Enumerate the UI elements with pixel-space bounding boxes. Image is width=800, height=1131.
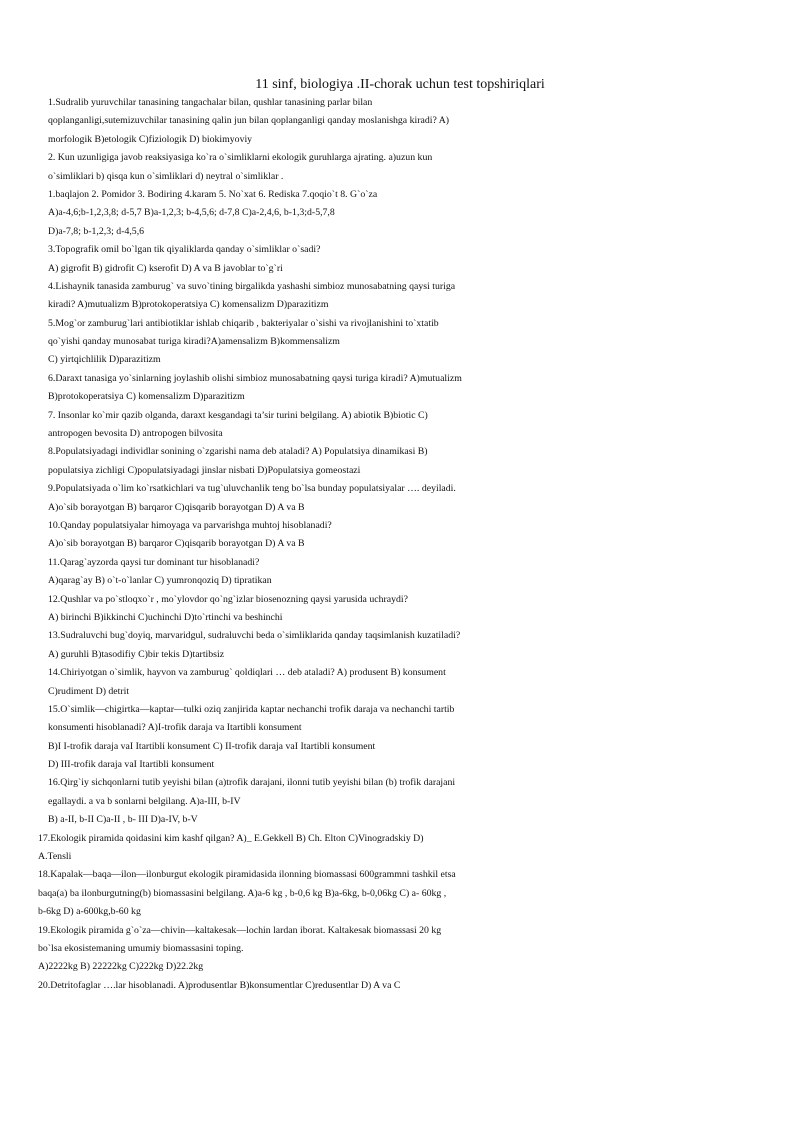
text-line: A)o`sib borayotgan B) barqaror C)qisqarib borayotgan D) A va B: [48, 538, 305, 550]
text-line: A) birinchi B)ikkinchi C)uchinchi D)to`rtinchi va beshinchi: [48, 611, 283, 623]
text-line: 11.Qarag`ayzorda qaysi tur dominant tur hisoblanadi?: [48, 556, 260, 568]
text-line: bo`lsa ekosistemaning umumiy biomassasini toping.: [38, 942, 244, 954]
text-line: A)qarag`ay B) o`t-o`lanlar C) yumronqoziq D) tipratikan: [48, 575, 272, 587]
text-line: baqa(a) ba ilonburgutning(b) biomassasini belgilang. A)a-6 kg , b-0,6 kg B)a-6kg, b-0,06kg C) a- 60kg ,: [38, 887, 447, 899]
text-line: 8.Populatsiyadagi individlar sonining o`zgarishi nama deb ataladi? A) Populatsiya dinamikasi B): [48, 446, 428, 458]
text-line: A)o`sib borayotgan B) barqaror C)qisqarib borayotgan D) A va B: [48, 501, 305, 513]
text-line: 15.O`simlik—chigirtka—kaptar—tulki oziq zanjirida kaptar nechanchi trofik daraja va nechanchi tartib: [48, 703, 455, 715]
text-line: 1.baqlajon 2. Pomidor 3. Bodiring 4.karam 5. No`xat 6. Rediska 7.qoqio`t 8. G`o`za: [48, 188, 378, 200]
text-line: 18.Kapalak—baqa—ilon—ilonburgut ekologik piramidasida ilonning biomassasi 600grammni tashkil etsa: [38, 869, 456, 881]
text-line: C) yirtqichlilik D)parazitizm: [48, 354, 161, 366]
text-line: antropogen bevosita D) antropogen bilvosita: [48, 428, 223, 440]
text-line: C)rudiment D) detrit: [48, 685, 130, 697]
page-title: 11 sinf, biologiya .II-chorak uchun test topshiriqlari: [255, 77, 545, 92]
text-line: 7. Insonlar ko`mir qazib olganda, daraxt kesgandagi ta’sir turini belgilang. A) abiotik B)biotic C): [48, 409, 428, 421]
text-line: 16.Qirg`iy sichqonlarni tutib yeyishi bilan (a)trofik darajani, ilonni tutib yeyishi bilan (b) trofik darajani: [48, 777, 456, 789]
text-line: qo`yishi qanday munosabat turiga kiradi?A)amensalizm B)kommensalizm: [48, 336, 340, 348]
text-line: 12.Qushlar va po`stloqxo`r , mo`ylovdor qo`ng`izlar biosenozning qaysi yarusida uchraydi?: [48, 593, 408, 605]
text-line: b-6kg D) a-600kg,b-60 kg: [38, 906, 141, 918]
text-line: 1.Sudralib yuruvchilar tanasining tangachalar bilan, qushlar tanasining parlar bilan: [48, 97, 373, 108]
text-line: morfologik B)etologik C)fiziologik D) biokimyoviy: [48, 133, 253, 145]
text-line: A) guruhli B)tasodifiy C)bir tekis D)tartibsiz: [48, 648, 225, 660]
text-line: konsumenti hisoblanadi? A)I-trofik daraja va Itartibli konsument: [48, 722, 302, 734]
text-line: 19.Ekologik piramida g`o`za—chivin—kaltakesak—lochin lardan iborat. Kaltakesak biomassasi 20 kg: [38, 924, 442, 936]
text-line: 5.Mog`or zamburug`lari antibiotiklar ishlab chiqarib , bakteriyalar o`sishi va rivojlanishini to`xtatib: [48, 317, 439, 329]
text-line: 2. Kun uzunligiga javob reaksiyasiga ko`ra o`simliklarni ekologik guruhlarga ajrating. a)uzun kun: [48, 152, 433, 164]
text-line: B)I I-trofik daraja vaI Itartibli konsument C) II-trofik daraja vaI Itartibli konsument: [48, 740, 376, 752]
text-line: populatsiya zichligi C)populatsiyadagi jinslar nisbati D)Populatsiya gomeostazi: [48, 464, 361, 476]
text-line: 14.Chiriyotgan o`simlik, hayvon va zamburug` qoldiqlari … deb ataladi? A) produsent B) konsument: [48, 667, 446, 679]
text-line: 17.Ekologik piramida qoidasini kim kashf qilgan? A)_ E.Gekkell B) Ch. Elton C)Vinogradskiy D): [38, 832, 424, 844]
text-line: A)2222kg B) 22222kg C)222kg D)22.2kg: [38, 961, 204, 973]
text-line: 20.Detritofaglar ….lar hisoblanadi. A)produsentlar B)konsumentlar C)redusentlar D) A va C: [38, 979, 401, 991]
text-line: D)a-7,8; b-1,2,3; d-4,5,6: [48, 225, 145, 237]
text-line: 4.Lishaynik tanasida zamburug` va suvo`tining birgalikda yashashi simbioz munosabatning qaysi turiga: [48, 280, 456, 292]
text-line: 9.Populatsiyada o`lim ko`rsatkichlari va tug`uluvchanlik teng bo`lsa bunday populatsiyalar …. deyiladi.: [48, 483, 456, 495]
text-line: kiradi? A)mutualizm B)protokoperatsiya C) komensalizm D)parazitizm: [48, 299, 329, 311]
text-line: D) III-trofik daraja vaI Itartibli konsument: [48, 759, 215, 771]
text-line: B) a-II, b-II C)a-II , b- III D)a-IV, b-V: [48, 814, 198, 826]
text-line: B)protokoperatsiya C) komensalizm D)parazitizm: [48, 391, 245, 403]
text-line: 6.Daraxt tanasiga yo`sinlarning joylashib olishi simbioz munosabatning qaysi turiga kiradi? A)mutualizm: [48, 372, 462, 384]
text-line: egallaydi. a va b sonlarni belgilang. A)a-III, b-IV: [48, 795, 241, 807]
text-line: A) gigrofit B) gidrofit C) kserofit D) A va B javoblar to`g`ri: [48, 262, 283, 274]
text-line: 3.Topografik omil bo`lgan tik qiyaliklarda qanday o`simliklar o`sadi?: [48, 244, 321, 256]
text-line: 10.Qanday populatsiyalar himoyaga va parvarishga muhtoj hisoblanadi?: [48, 519, 332, 531]
question-list: [38, 94, 778, 995]
text-line: A)a-4,6;b-1,2,3,8; d-5,7 B)a-1,2,3; b-4,5,6; d-7,8 C)a-2,4,6, b-1,3;d-5,7,8: [48, 207, 335, 219]
text-line: 13.Sudraluvchi bug`doyiq, marvaridgul, sudraluvchi beda o`simliklarida qanday taqsimlanish kuzatiladi?: [48, 630, 461, 642]
text-line: qoplanganligi,sutemizuvchilar tanasining qalin jun bilan qoplanganligi qanday moslanishga kiradi? A): [48, 115, 450, 127]
text-line: o`simliklari b) qisqa kun o`simliklari d) neytral o`simliklar .: [48, 170, 284, 182]
text-line: A.Tensli: [38, 851, 72, 863]
